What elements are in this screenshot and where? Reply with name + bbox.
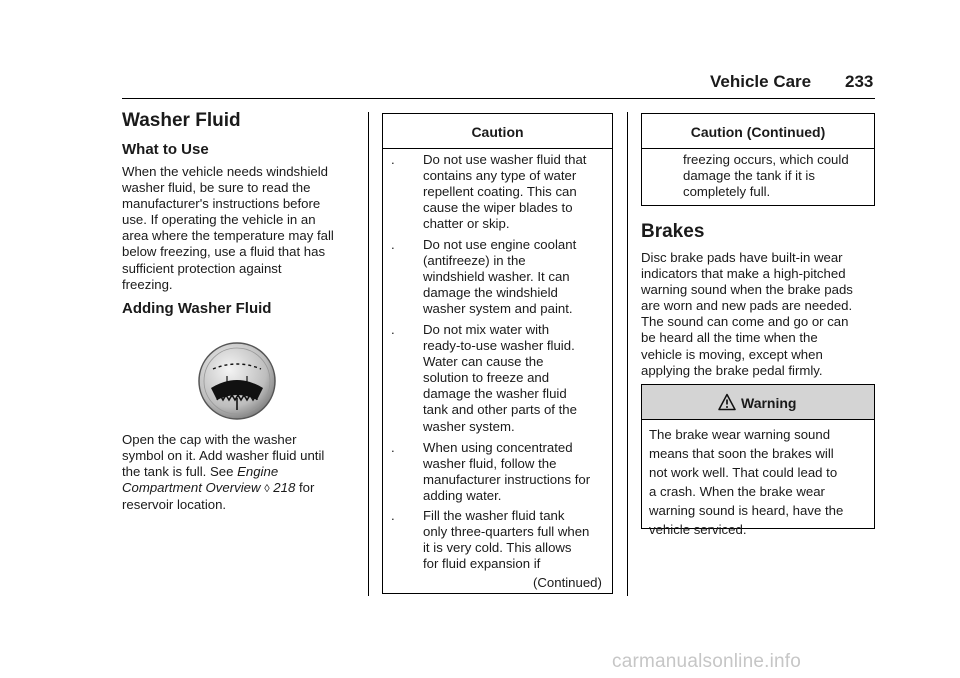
warning-box — [641, 384, 875, 537]
caution-continued-box — [641, 113, 875, 206]
section-title: Vehicle Care — [710, 72, 812, 91]
warning-icon — [718, 393, 736, 411]
page-reference[interactable]: 218 — [273, 480, 296, 496]
text-fragment: for — [295, 480, 315, 496]
bullet: . — [391, 508, 395, 523]
brakes-heading: Brakes — [641, 221, 705, 242]
caution-box — [382, 113, 613, 594]
engine-compartment-link[interactable]: Engine — [237, 464, 279, 480]
caution-rule — [642, 148, 874, 149]
caution-item: Fill the washer fluid tank only three-quarters full when it is very cold. This allows for fluid expansion if — [423, 508, 590, 572]
caution-item: Do not mix water with ready-to-use washer fluid. Water can cause the solution to freeze and damage the washer fluid tank and other parts of the washer system. — [423, 322, 577, 434]
caution-title: Caution — [471, 124, 524, 140]
warning-header — [642, 385, 874, 420]
adding-washer-fluid-paragraph — [122, 432, 362, 513]
adding-washer-fluid-subheading: Adding Washer Fluid — [122, 300, 272, 317]
warning-text: The brake wear warning sound means that soon the brakes will not work well. That could lead to a crash. When the brake wear warning sound is heard, have the vehicle serviced. — [649, 427, 844, 537]
bullet: . — [391, 440, 395, 455]
washer-fluid-heading: Washer Fluid — [122, 110, 241, 131]
text-line — [122, 464, 362, 480]
column-divider — [627, 112, 628, 596]
watermark: carmanualsonline.info — [612, 651, 802, 672]
header-rule — [122, 98, 875, 99]
text-line: symbol on it. Add washer fluid until — [122, 448, 325, 464]
caution-continued-title: Caution (Continued) — [690, 124, 826, 140]
text-line — [122, 480, 362, 497]
caution-continued-text: freezing occurs, which could damage the tank if it is completely full. — [683, 152, 849, 200]
caution-item: When using concentrated washer fluid, follow the manufacturer instructions for adding water. — [423, 440, 591, 504]
page-reference-icon: ◊ — [264, 483, 270, 496]
warning-title: Warning — [741, 395, 797, 411]
caution-rule — [383, 148, 612, 149]
washer-fluid-icon — [197, 340, 277, 422]
bullet: . — [391, 237, 395, 252]
continued-label: (Continued) — [533, 575, 602, 590]
engine-compartment-link-cont[interactable]: Compartment Overview — [122, 480, 261, 496]
caution-item: Do not use washer fluid that contains any type of water repellent coating. This can cause the wiper blades to chatter or skip. — [423, 152, 587, 232]
page-number: 233 — [845, 72, 874, 91]
bullet: . — [391, 322, 395, 337]
caution-item: Do not use engine coolant (antifreeze) in the windshield washer. It can damage the windshield washer system and paint. — [423, 237, 577, 317]
text-line: reservoir location. — [122, 497, 227, 513]
text-line: Open the cap with the washer — [122, 432, 297, 447]
column-divider — [368, 112, 369, 596]
what-to-use-subheading: What to Use — [122, 141, 209, 158]
brakes-paragraph: Disc brake pads have built-in wear indicators that make a high-pitched warning sound when the brake pads are worn and new pads are needed. The sound can come and go or can be heard all the time when the vehicle is moving, except when applying the brake pedal firmly. — [641, 250, 853, 378]
bullet: . — [391, 152, 395, 167]
what-to-use-paragraph: When the vehicle needs windshield washer fluid, be sure to read the manufacturer's instructions before use. If operating the vehicle in an area where the temperature may fall below freezing, use a fluid that has sufficient protection against freezing. — [122, 164, 334, 292]
text-fragment: the tank is full. See — [122, 464, 238, 480]
